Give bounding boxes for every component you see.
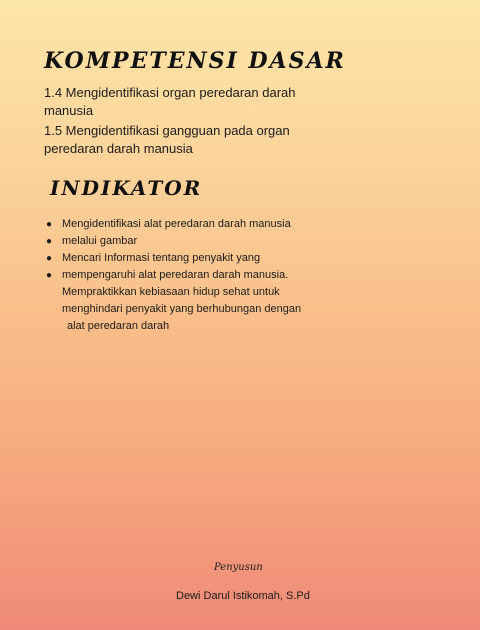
indikator-item: ● Mencari Informasi tentang penyakit yang [46,250,291,267]
indikator-item: ● Mengidentifikasi alat peredaran darah manusia [46,216,291,233]
author-name: Dewi Darul Istikomah, S.Pd [176,590,310,602]
indikator-list [46,216,291,284]
author-role: Penyusun [214,562,263,573]
bullet-icon: ● [46,253,53,264]
indikator-continuation [62,284,332,335]
indikator-line: Mempraktikkan kebiasaan hidup sehat untuk [62,286,280,298]
indikator-item: ● mempengaruhi alat peredaran darah manusia. [46,267,291,284]
kompetensi-item: 1.5 Mengidentifikasi gangguan pada organ peredaran darah manusia [44,123,290,156]
bullet-icon: ● [46,219,53,230]
bullet-icon: ● [46,236,53,247]
indikator-line: alat peredaran darah [67,320,170,332]
kompetensi-dasar-heading: KOMPETENSI DASAR [44,48,346,74]
indikator-heading: INDIKATOR [50,176,203,200]
bullet-icon: ● [46,270,53,281]
indikator-line: menghindari penyakit yang berhubungan dengan [62,303,302,315]
kompetensi-dasar-list [44,84,314,160]
indikator-item: ● melalui gambar [46,233,291,250]
kompetensi-item: 1.4 Mengidentifikasi organ peredaran darah manusia [44,85,296,118]
